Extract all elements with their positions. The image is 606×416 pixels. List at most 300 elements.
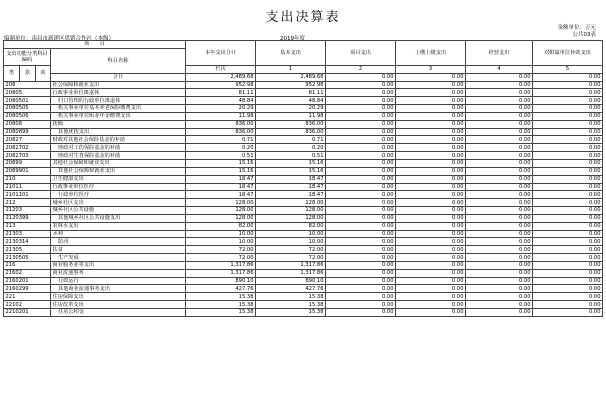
row-value: 0.00 bbox=[533, 238, 603, 246]
row-name: 机关事业单位基本养老保险缴费支出 bbox=[51, 105, 186, 113]
row-value: 0.00 bbox=[466, 81, 533, 89]
col-num-4: 4 bbox=[466, 65, 533, 73]
row-value: 15.38 bbox=[256, 293, 326, 301]
row-name: 商业流通事务 bbox=[51, 269, 186, 277]
row-value: 11.98 bbox=[256, 112, 326, 120]
row-name: 水利 bbox=[51, 230, 186, 238]
row-value: 128.00 bbox=[186, 214, 256, 222]
header-upper: 上缴上级支出 bbox=[396, 41, 466, 66]
table-row bbox=[4, 112, 603, 120]
row-value: 0.00 bbox=[533, 120, 603, 128]
header-kuan: 款 bbox=[20, 65, 36, 81]
row-value: 0.00 bbox=[396, 238, 466, 246]
row-code: 22102 bbox=[4, 301, 51, 309]
header-name: 科目名称 bbox=[51, 48, 186, 73]
row-value: 0.00 bbox=[533, 97, 603, 105]
table-row bbox=[4, 136, 603, 144]
row-value: 890.10 bbox=[186, 277, 256, 285]
row-code: 216 bbox=[4, 261, 51, 269]
row-value: 0.00 bbox=[326, 191, 396, 199]
row-code: 21303 bbox=[4, 230, 51, 238]
row-value: 0.00 bbox=[466, 183, 533, 191]
row-value: 0.00 bbox=[533, 128, 603, 136]
row-name: 其他社会保障和就业支出 bbox=[51, 167, 186, 175]
row-value: 11.98 bbox=[186, 112, 256, 120]
header-xiang: 项 bbox=[36, 65, 51, 81]
table-row bbox=[4, 285, 603, 293]
page-title: 支出决算表 bbox=[265, 10, 341, 25]
table-row bbox=[4, 230, 603, 238]
row-value: 0.00 bbox=[466, 269, 533, 277]
row-value: 0.00 bbox=[326, 246, 396, 254]
row-name: 住房公积金 bbox=[51, 309, 186, 317]
row-value: 0.00 bbox=[326, 112, 396, 120]
row-value: 0.00 bbox=[396, 120, 466, 128]
row-value: 48.84 bbox=[256, 97, 326, 105]
table-row bbox=[4, 144, 603, 152]
row-value: 0.00 bbox=[466, 191, 533, 199]
table-row bbox=[4, 152, 603, 160]
row-value: 0.00 bbox=[533, 81, 603, 89]
col-num-5: 5 bbox=[533, 65, 603, 73]
row-value: 0.00 bbox=[466, 89, 533, 97]
row-code: 2080506 bbox=[4, 112, 51, 120]
table-row bbox=[4, 183, 603, 191]
row-value: 0.00 bbox=[396, 136, 466, 144]
row-value: 0.00 bbox=[466, 97, 533, 105]
row-value: 0.00 bbox=[326, 293, 396, 301]
row-value: 0.00 bbox=[326, 254, 396, 262]
row-value: 0.00 bbox=[533, 183, 603, 191]
row-value: 0.00 bbox=[326, 105, 396, 113]
row-name: 商业服务业等支出 bbox=[51, 261, 186, 269]
row-value: 0.00 bbox=[396, 230, 466, 238]
row-value: 0.00 bbox=[326, 89, 396, 97]
row-value: 0.00 bbox=[326, 183, 396, 191]
row-value: 0.00 bbox=[326, 309, 396, 317]
row-code: 21602 bbox=[4, 269, 51, 277]
sum-cell: 2,489.68 bbox=[256, 73, 326, 81]
row-value: 10.00 bbox=[186, 238, 256, 246]
row-value: 128.00 bbox=[256, 214, 326, 222]
row-value: 18.47 bbox=[186, 191, 256, 199]
row-name: 卫生健康支出 bbox=[51, 175, 186, 183]
amount-unit: 金额单位：万元 bbox=[557, 25, 596, 31]
row-code: 2210201 bbox=[4, 309, 51, 317]
row-value: 0.71 bbox=[186, 136, 256, 144]
row-code: 2160201 bbox=[4, 277, 51, 285]
row-value: 0.00 bbox=[396, 167, 466, 175]
table-row bbox=[4, 81, 603, 89]
sum-label: 合计 bbox=[51, 73, 186, 81]
table-row bbox=[4, 128, 603, 136]
row-value: 836.00 bbox=[256, 120, 326, 128]
row-name: 其他社会保障和就业支出 bbox=[51, 159, 186, 167]
sum-cell: 0.00 bbox=[466, 73, 533, 81]
row-value: 0.00 bbox=[466, 152, 533, 160]
row-code: 2080899 bbox=[4, 128, 51, 136]
sum-cell: 0.00 bbox=[326, 73, 396, 81]
row-value: 0.00 bbox=[326, 222, 396, 230]
row-code: 213 bbox=[4, 222, 51, 230]
row-value: 0.00 bbox=[533, 309, 603, 317]
row-code: 212 bbox=[4, 199, 51, 207]
row-value: 0.00 bbox=[466, 277, 533, 285]
row-value: 0.00 bbox=[466, 159, 533, 167]
row-value: 20.29 bbox=[256, 105, 326, 113]
row-name: 机关事业单位职业年金缴费支出 bbox=[51, 112, 186, 120]
row-value: 0.00 bbox=[396, 293, 466, 301]
row-code: 210 bbox=[4, 175, 51, 183]
row-value: 0.00 bbox=[466, 246, 533, 254]
col-num-2: 2 bbox=[326, 65, 396, 73]
row-value: 0.00 bbox=[533, 105, 603, 113]
row-value: 0.00 bbox=[326, 97, 396, 105]
table-row bbox=[4, 175, 603, 183]
row-value: 0.00 bbox=[326, 199, 396, 207]
row-value: 15.38 bbox=[186, 309, 256, 317]
row-code: 20805 bbox=[4, 89, 51, 97]
row-value: 836.00 bbox=[186, 120, 256, 128]
row-value: 0.00 bbox=[466, 293, 533, 301]
row-value: 0.00 bbox=[533, 207, 603, 215]
row-name: 行政运行 bbox=[51, 277, 186, 285]
row-value: 0.00 bbox=[533, 254, 603, 262]
row-code: 2120399 bbox=[4, 214, 51, 222]
row-value: 0.00 bbox=[396, 159, 466, 167]
row-value: 1,317.86 bbox=[186, 269, 256, 277]
row-code: 20808 bbox=[4, 120, 51, 128]
row-value: 0.00 bbox=[466, 214, 533, 222]
table-row bbox=[4, 309, 603, 317]
sum-cell: 0.00 bbox=[396, 73, 466, 81]
row-value: 128.00 bbox=[186, 207, 256, 215]
row-value: 0.51 bbox=[256, 152, 326, 160]
row-name: 城乡社区支出 bbox=[51, 199, 186, 207]
row-code: 2160299 bbox=[4, 285, 51, 293]
row-value: 0.00 bbox=[533, 152, 603, 160]
row-value: 890.10 bbox=[256, 277, 326, 285]
row-value: 0.00 bbox=[533, 269, 603, 277]
row-code: 2080505 bbox=[4, 105, 51, 113]
header-item: 项 目 bbox=[4, 41, 186, 49]
expenditure-table bbox=[3, 40, 603, 317]
table-row bbox=[4, 293, 603, 301]
header-business: 经营支出 bbox=[466, 41, 533, 66]
row-code: 20899 bbox=[4, 159, 51, 167]
row-name: 农林水支出 bbox=[51, 222, 186, 230]
row-value: 0.71 bbox=[256, 136, 326, 144]
row-code: 21305 bbox=[4, 246, 51, 254]
row-value: 82.00 bbox=[186, 222, 256, 230]
row-value: 0.00 bbox=[466, 144, 533, 152]
form-number: 公共03表 bbox=[572, 32, 596, 38]
row-value: 0.00 bbox=[326, 230, 396, 238]
row-value: 15.16 bbox=[186, 167, 256, 175]
row-value: 10.00 bbox=[256, 238, 326, 246]
row-value: 0.00 bbox=[396, 183, 466, 191]
row-code: 208 bbox=[4, 81, 51, 89]
row-value: 0.00 bbox=[466, 254, 533, 262]
row-value: 15.38 bbox=[186, 301, 256, 309]
row-value: 0.00 bbox=[533, 214, 603, 222]
row-value: 0.00 bbox=[466, 238, 533, 246]
row-value: 0.00 bbox=[533, 261, 603, 269]
row-value: 0.00 bbox=[533, 293, 603, 301]
table-row bbox=[4, 199, 603, 207]
row-value: 0.00 bbox=[533, 199, 603, 207]
row-value: 0.00 bbox=[326, 277, 396, 285]
row-value: 72.00 bbox=[256, 254, 326, 262]
sum-cell: 2,489.68 bbox=[186, 73, 256, 81]
row-value: 0.00 bbox=[326, 269, 396, 277]
table-row bbox=[4, 105, 603, 113]
row-value: 18.47 bbox=[186, 183, 256, 191]
row-value: 72.00 bbox=[186, 246, 256, 254]
sum-cell: 0.00 bbox=[533, 73, 603, 81]
row-value: 0.00 bbox=[533, 191, 603, 199]
header-code: 支出功能分类科目编码 bbox=[4, 48, 51, 65]
header-subsidy: 对附属单位补助支出 bbox=[533, 41, 603, 66]
row-name: 其他优抚支出 bbox=[51, 128, 186, 136]
row-value: 0.00 bbox=[396, 97, 466, 105]
row-value: 20.29 bbox=[186, 105, 256, 113]
row-name: 财政对工伤保险基金的补助 bbox=[51, 144, 186, 152]
row-value: 0.00 bbox=[396, 128, 466, 136]
row-name: 防汛 bbox=[51, 238, 186, 246]
row-value: 0.00 bbox=[466, 285, 533, 293]
row-value: 0.51 bbox=[186, 152, 256, 160]
row-code: 2130314 bbox=[4, 238, 51, 246]
row-value: 427.76 bbox=[186, 285, 256, 293]
row-value: 0.00 bbox=[466, 207, 533, 215]
row-value: 1,317.86 bbox=[256, 261, 326, 269]
col-num-1: 1 bbox=[256, 65, 326, 73]
row-value: 0.00 bbox=[396, 105, 466, 113]
fiscal-year: 2019年度 bbox=[280, 36, 305, 42]
row-value: 0.00 bbox=[326, 261, 396, 269]
table-row bbox=[4, 97, 603, 105]
table-row bbox=[4, 246, 603, 254]
row-value: 81.11 bbox=[256, 89, 326, 97]
row-value: 0.00 bbox=[533, 89, 603, 97]
row-value: 0.00 bbox=[326, 144, 396, 152]
row-name: 行政事业单位离退休 bbox=[51, 89, 186, 97]
row-value: 0.00 bbox=[326, 207, 396, 215]
row-value: 952.98 bbox=[186, 81, 256, 89]
row-value: 0.00 bbox=[466, 136, 533, 144]
row-name: 生产发展 bbox=[51, 254, 186, 262]
row-value: 0.00 bbox=[533, 222, 603, 230]
row-value: 1,317.86 bbox=[186, 261, 256, 269]
table-row bbox=[4, 261, 603, 269]
header-basic: 基本支出 bbox=[256, 41, 326, 66]
row-code: 21203 bbox=[4, 207, 51, 215]
row-value: 0.00 bbox=[396, 222, 466, 230]
table-row bbox=[4, 167, 603, 175]
table-row bbox=[4, 238, 603, 246]
row-value: 0.00 bbox=[326, 238, 396, 246]
table-row bbox=[4, 207, 603, 215]
row-value: 15.38 bbox=[186, 293, 256, 301]
row-code: 21011 bbox=[4, 183, 51, 191]
row-value: 15.16 bbox=[256, 167, 326, 175]
row-value: 81.11 bbox=[186, 89, 256, 97]
header-lei: 类 bbox=[4, 65, 20, 81]
row-name: 住房保障支出 bbox=[51, 293, 186, 301]
row-value: 0.00 bbox=[396, 112, 466, 120]
row-value: 0.00 bbox=[396, 277, 466, 285]
row-value: 0.00 bbox=[396, 309, 466, 317]
row-value: 0.00 bbox=[396, 214, 466, 222]
row-value: 0.00 bbox=[396, 261, 466, 269]
row-value: 0.00 bbox=[326, 81, 396, 89]
row-code: 2089901 bbox=[4, 167, 51, 175]
row-name: 归口管理的行政单位离退休 bbox=[51, 97, 186, 105]
table-row bbox=[4, 277, 603, 285]
header-lanci: 栏次 bbox=[186, 65, 256, 73]
row-value: 0.00 bbox=[466, 261, 533, 269]
row-value: 0.00 bbox=[396, 254, 466, 262]
row-value: 836.00 bbox=[186, 128, 256, 136]
compiling-unit: 编制单位：南昌市新建区供销合作社（本级） bbox=[4, 36, 115, 42]
row-value: 0.00 bbox=[396, 301, 466, 309]
row-value: 0.00 bbox=[396, 246, 466, 254]
row-code: 20827 bbox=[4, 136, 51, 144]
row-value: 10.00 bbox=[256, 230, 326, 238]
row-value: 48.84 bbox=[186, 97, 256, 105]
row-value: 18.47 bbox=[256, 183, 326, 191]
row-name: 财政对生育保险基金的补助 bbox=[51, 152, 186, 160]
row-value: 0.00 bbox=[326, 152, 396, 160]
row-code: 2101101 bbox=[4, 191, 51, 199]
table-row bbox=[4, 89, 603, 97]
row-value: 0.00 bbox=[326, 214, 396, 222]
row-value: 15.38 bbox=[256, 309, 326, 317]
row-value: 0.00 bbox=[326, 301, 396, 309]
row-name: 扶贫 bbox=[51, 246, 186, 254]
table-row bbox=[4, 269, 603, 277]
row-value: 0.00 bbox=[466, 128, 533, 136]
row-value: 0.00 bbox=[396, 144, 466, 152]
row-name: 社会保障和就业支出 bbox=[51, 81, 186, 89]
row-value: 0.00 bbox=[396, 191, 466, 199]
row-value: 0.00 bbox=[396, 285, 466, 293]
row-value: 0.20 bbox=[256, 144, 326, 152]
row-value: 952.98 bbox=[256, 81, 326, 89]
row-value: 0.00 bbox=[533, 230, 603, 238]
row-value: 0.00 bbox=[533, 246, 603, 254]
row-value: 0.00 bbox=[326, 136, 396, 144]
row-value: 18.47 bbox=[256, 175, 326, 183]
row-value: 0.00 bbox=[396, 89, 466, 97]
row-value: 0.00 bbox=[466, 105, 533, 113]
row-name: 住房改革支出 bbox=[51, 301, 186, 309]
row-code: 221 bbox=[4, 293, 51, 301]
table-row bbox=[4, 301, 603, 309]
row-value: 128.00 bbox=[256, 199, 326, 207]
row-value: 0.00 bbox=[466, 112, 533, 120]
row-value: 0.00 bbox=[533, 136, 603, 144]
row-value: 10.00 bbox=[186, 230, 256, 238]
row-value: 18.47 bbox=[186, 175, 256, 183]
table-row bbox=[4, 222, 603, 230]
row-value: 0.00 bbox=[533, 277, 603, 285]
row-name: 城乡社区公共设施 bbox=[51, 207, 186, 215]
row-value: 0.00 bbox=[533, 285, 603, 293]
row-value: 0.00 bbox=[533, 144, 603, 152]
row-value: 0.00 bbox=[466, 120, 533, 128]
row-code: 2130505 bbox=[4, 254, 51, 262]
row-name: 其他商业流通事务支出 bbox=[51, 285, 186, 293]
row-value: 82.00 bbox=[256, 222, 326, 230]
row-value: 128.00 bbox=[186, 199, 256, 207]
table-row bbox=[4, 214, 603, 222]
row-value: 72.00 bbox=[186, 254, 256, 262]
header-total: 本年支出合计 bbox=[186, 41, 256, 66]
row-value: 0.00 bbox=[466, 175, 533, 183]
row-value: 0.00 bbox=[396, 269, 466, 277]
row-value: 0.00 bbox=[533, 112, 603, 120]
row-value: 15.16 bbox=[186, 159, 256, 167]
header-project: 项目支出 bbox=[326, 41, 396, 66]
table-row bbox=[4, 159, 603, 167]
row-name: 行政单位医疗 bbox=[51, 191, 186, 199]
row-name: 财政对其他社会保险基金的补助 bbox=[51, 136, 186, 144]
row-value: 0.00 bbox=[466, 309, 533, 317]
row-value: 18.47 bbox=[256, 191, 326, 199]
row-value: 0.00 bbox=[326, 159, 396, 167]
row-value: 0.00 bbox=[466, 222, 533, 230]
row-value: 0.00 bbox=[326, 128, 396, 136]
row-value: 0.00 bbox=[396, 175, 466, 183]
row-code: 2082703 bbox=[4, 152, 51, 160]
row-value: 0.00 bbox=[396, 199, 466, 207]
row-code: 2080501 bbox=[4, 97, 51, 105]
row-value: 0.00 bbox=[466, 199, 533, 207]
col-num-3: 3 bbox=[396, 65, 466, 73]
row-value: 72.00 bbox=[256, 246, 326, 254]
row-name: 抚恤 bbox=[51, 120, 186, 128]
row-value: 0.00 bbox=[396, 81, 466, 89]
row-value: 0.00 bbox=[326, 175, 396, 183]
row-value: 0.00 bbox=[466, 167, 533, 175]
table-row bbox=[4, 191, 603, 199]
table-row bbox=[4, 254, 603, 262]
row-value: 0.00 bbox=[466, 230, 533, 238]
row-value: 0.00 bbox=[396, 152, 466, 160]
row-value: 0.00 bbox=[533, 175, 603, 183]
row-value: 0.00 bbox=[533, 301, 603, 309]
row-value: 0.00 bbox=[533, 159, 603, 167]
row-name: 其他城乡社区公共设施支出 bbox=[51, 214, 186, 222]
table-row bbox=[4, 120, 603, 128]
row-value: 0.00 bbox=[396, 207, 466, 215]
row-value: 427.76 bbox=[256, 285, 326, 293]
row-name: 行政事业单位医疗 bbox=[51, 183, 186, 191]
row-value: 0.00 bbox=[533, 167, 603, 175]
row-value: 0.00 bbox=[326, 285, 396, 293]
row-value: 15.38 bbox=[256, 301, 326, 309]
row-value: 15.16 bbox=[256, 159, 326, 167]
row-value: 836.00 bbox=[256, 128, 326, 136]
row-value: 0.00 bbox=[326, 167, 396, 175]
row-value: 0.00 bbox=[466, 301, 533, 309]
row-value: 128.00 bbox=[256, 207, 326, 215]
row-value: 0.20 bbox=[186, 144, 256, 152]
row-value: 0.00 bbox=[326, 120, 396, 128]
row-code: 2082702 bbox=[4, 144, 51, 152]
